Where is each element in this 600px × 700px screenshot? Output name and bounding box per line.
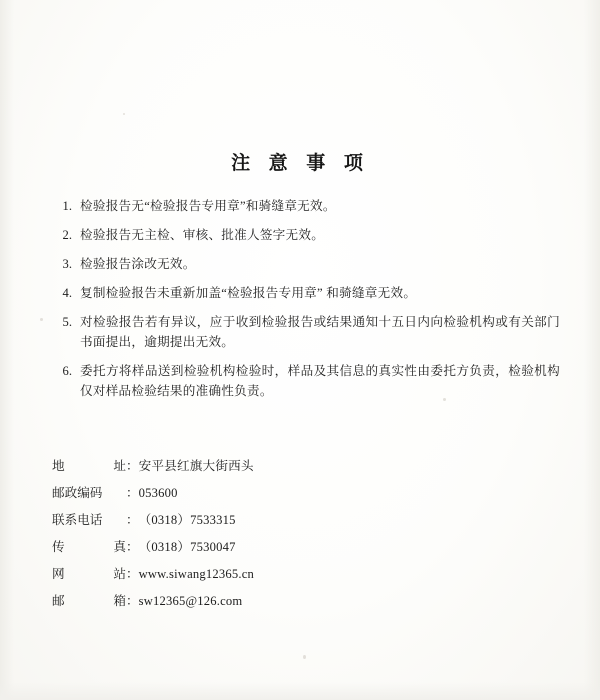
contact-label-left: 邮 bbox=[52, 594, 65, 608]
contact-label-right: 址 bbox=[113, 459, 126, 473]
page-edge-shadow-left bbox=[0, 0, 14, 700]
contact-label-left: 传 bbox=[52, 540, 65, 554]
contact-label-left: 联系电话 bbox=[52, 513, 103, 527]
list-item bbox=[48, 361, 560, 402]
contact-row-postcode bbox=[52, 482, 482, 501]
page-edge-shadow-right bbox=[584, 0, 600, 700]
contact-value: sw12365@126.com bbox=[138, 594, 243, 608]
contact-label bbox=[52, 563, 126, 582]
page-title: 注 意 事 项 bbox=[231, 152, 369, 174]
contact-label bbox=[52, 455, 126, 474]
list-item-text: 检验报告涂改无效。 bbox=[80, 256, 196, 271]
page-edge-shadow-bottom bbox=[0, 682, 600, 700]
list-item bbox=[48, 254, 560, 274]
list-item-text: 检验报告无主检、审核、批准人签字无效。 bbox=[80, 227, 325, 242]
contact-row-email bbox=[52, 590, 482, 609]
list-item-text: 检验报告无“检验报告专用章”和骑缝章无效。 bbox=[80, 199, 336, 213]
contact-label bbox=[52, 536, 126, 555]
contact-value: 安平县红旗大街西头 bbox=[138, 459, 254, 473]
list-item-number: 1. bbox=[62, 199, 72, 213]
list-item-number: 5. bbox=[62, 314, 72, 329]
contact-separator: ： bbox=[126, 567, 139, 581]
list-item bbox=[48, 196, 560, 216]
list-item-text: 复制检验报告未重新加盖“检验报告专用章” 和骑缝章无效。 bbox=[80, 285, 417, 300]
contact-separator: ： bbox=[126, 459, 139, 473]
contact-label bbox=[52, 590, 126, 609]
contact-separator: ： bbox=[126, 594, 139, 608]
notice-list bbox=[48, 196, 560, 410]
contact-value: （0318）7533315 bbox=[138, 513, 236, 527]
contact-row-phone bbox=[52, 509, 482, 528]
list-item-number: 3. bbox=[62, 256, 72, 271]
list-item-number: 4. bbox=[62, 285, 72, 300]
list-item bbox=[48, 225, 560, 245]
contact-value: www.siwang12365.cn bbox=[138, 567, 255, 581]
contact-label-right: 真 bbox=[113, 540, 126, 554]
list-item-number: 6. bbox=[62, 363, 72, 378]
scan-speck bbox=[40, 318, 43, 321]
contact-value: 053600 bbox=[138, 486, 178, 500]
contact-row-website bbox=[52, 563, 482, 582]
contact-label-left: 地 bbox=[52, 459, 65, 473]
contact-label-right: 箱 bbox=[113, 594, 126, 608]
contact-label bbox=[52, 482, 126, 501]
contact-value: （0318）7530047 bbox=[138, 540, 236, 554]
contact-label-left: 网 bbox=[52, 567, 65, 581]
contact-row-fax bbox=[52, 536, 482, 555]
contact-label-right: 站 bbox=[113, 567, 126, 581]
contact-separator: ： bbox=[126, 486, 139, 500]
list-item-text: 对检验报告若有异议，应于收到检验报告或结果通知十五日内向检验机构或有关部门书面提出，逾期提出无效。 bbox=[80, 314, 560, 349]
scan-speck bbox=[303, 655, 306, 659]
list-item-number: 2. bbox=[62, 227, 72, 242]
contact-label-left: 邮政编码 bbox=[52, 486, 103, 500]
contact-row-address bbox=[52, 455, 482, 474]
list-item bbox=[48, 283, 560, 303]
list-item bbox=[48, 312, 560, 353]
contact-separator: ： bbox=[126, 513, 139, 527]
contact-block bbox=[52, 455, 482, 617]
list-item-text: 委托方将样品送到检验机构检验时，样品及其信息的真实性由委托方负责，检验机构仅对样品检验结果的准确性负责。 bbox=[80, 363, 560, 399]
scan-speck bbox=[123, 113, 125, 115]
contact-separator: ： bbox=[126, 540, 139, 554]
contact-label bbox=[52, 509, 126, 528]
